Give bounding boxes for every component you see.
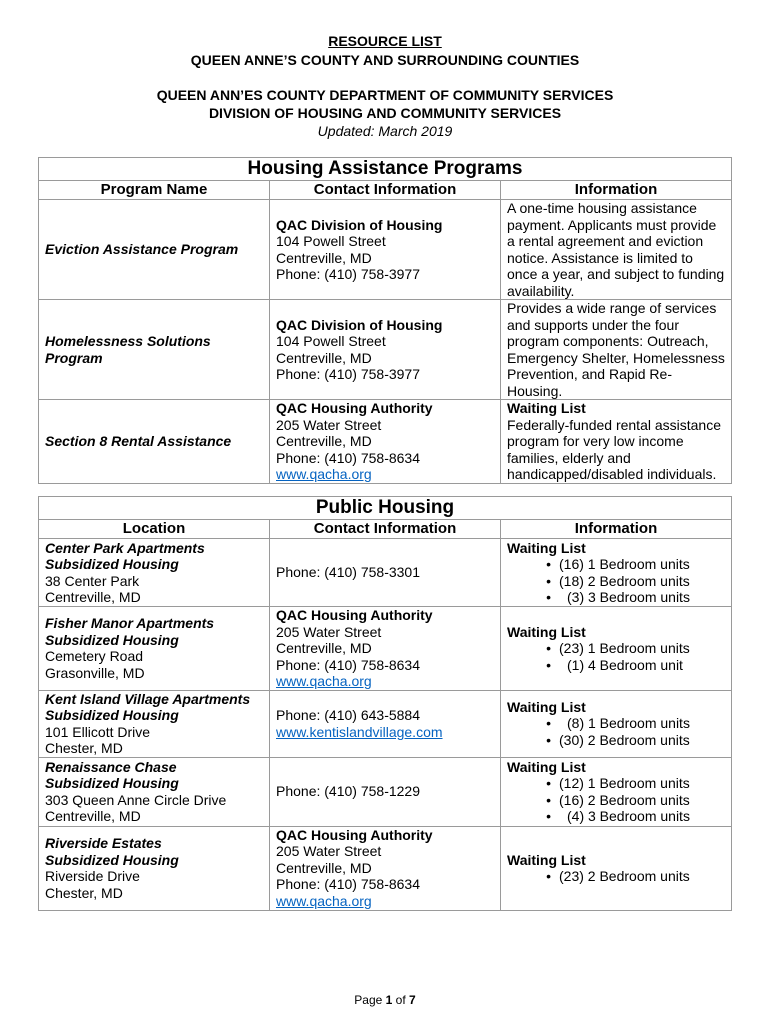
contact-cell [270,539,501,607]
info-cell [501,400,732,484]
table-row [39,607,732,691]
unit-list [507,640,725,673]
property-street: Riverside Drive [45,868,140,884]
table-row [39,539,732,607]
housing-assistance-table [38,157,732,484]
bullet-icon: • [546,775,551,791]
contact-city: Centreville, MD [276,433,372,449]
unit-item [507,573,725,590]
contact-cell [270,300,501,400]
property-name: Fisher Manor Apartments [45,615,215,632]
bullet-icon: • [546,572,551,589]
table-row [39,757,732,826]
property-type: Subsidized Housing [45,707,179,723]
unit-text: (16) 1 Bedroom units [559,556,690,572]
doc-subtitle: QUEEN ANNE’S COUNTY AND SURROUNDING COUNTIES [190,52,580,68]
contact-street: 205 Water Street [276,843,382,860]
table-row [39,400,732,484]
unit-text: (16) 2 Bedroom units [559,791,690,808]
contact-cell [270,757,501,826]
info-line: a rental agreement and eviction [507,233,704,249]
unit-item [507,792,725,809]
contact-phone: Phone: (410) 758-8634 [276,656,420,673]
col-information: Information [501,181,732,200]
bullet-icon: • [546,640,551,656]
unit-item [507,556,725,573]
bullet-icon: • [546,791,551,808]
unit-item [507,715,725,732]
waiting-list-label: Waiting List [507,698,586,715]
col-information: Information [501,520,732,539]
info-line: Provides a wide range of services [507,300,717,316]
contact-org: QAC Division of Housing [276,216,443,233]
property-name: Renaissance Chase [45,758,177,775]
table-row [39,300,732,400]
property-type: Subsidized Housing [45,556,179,572]
contact-cell [270,690,501,757]
bullet-icon: • [546,556,551,572]
col-contact-information: Contact Information [270,520,501,539]
info-line: Federally-funded rental assistance [507,416,722,433]
contact-phone: Phone: (410) 758-1229 [276,783,420,800]
info-line: notice. Assistance is limited to [507,249,693,266]
contact-cell [270,400,501,484]
program-name: Homelessness Solutions Program [39,300,270,400]
unit-item [507,657,725,674]
bullet-icon: • [546,868,551,884]
waiting-list-label: Waiting List [507,623,586,640]
website-link[interactable]: www.qacha.org [276,892,372,909]
location-cell [39,607,270,691]
info-line: Prevention, and Rapid Re- [507,366,672,382]
property-street: 303 Queen Anne Circle Drive [45,791,227,808]
page-word: Page [354,993,383,1007]
program-name: Section 8 Rental Assistance [39,400,270,484]
info-line: A one-time housing assistance [507,200,697,216]
property-name: Riverside Estates [45,835,162,851]
contact-phone: Phone: (410) 643-5884 [276,707,420,723]
contact-street: 205 Water Street [276,623,382,640]
public-housing-table [38,496,732,911]
unit-text: (8) 1 Bedroom units [567,715,690,732]
info-line: families, elderly and [507,449,631,466]
property-street: 101 Ellicott Drive [45,723,151,740]
unit-list [507,715,725,748]
info-cell [501,757,732,826]
info-line: Emergency Shelter, Homelessness [507,349,725,366]
location-cell [39,826,270,910]
contact-city: Centreville, MD [276,859,372,876]
info-cell [501,300,732,400]
contact-org: QAC Housing Authority [276,400,433,416]
property-city: Chester, MD [45,884,123,901]
bullet-icon: • [546,589,551,605]
contact-cell [270,200,501,300]
info-cell [501,826,732,910]
contact-city: Centreville, MD [276,640,372,656]
bullet-icon: • [546,808,551,824]
of-word: of [395,993,406,1007]
property-city: Centreville, MD [45,589,141,605]
unit-item [507,868,725,885]
waiting-list-label: Waiting List [507,758,586,775]
unit-text: (4) 3 Bedroom units [567,808,690,824]
page-number: 1 [385,993,393,1007]
unit-list [507,868,725,885]
info-line: and supports under the four [507,316,680,333]
location-cell [39,757,270,826]
division-name: DIVISION OF HOUSING AND COMMUNITY SERVICES [208,105,562,121]
program-name: Eviction Assistance Program [39,200,270,300]
website-link[interactable]: www.kentislandvillage.com [276,723,443,740]
property-city: Grasonville, MD [45,664,145,681]
contact-street: 104 Powell Street [276,333,386,349]
website-link[interactable]: www.qacha.org [276,673,372,689]
unit-item [507,775,725,792]
col-location: Location [39,520,270,539]
unit-text: (23) 1 Bedroom units [559,640,690,656]
property-city: Centreville, MD [45,808,141,824]
contact-org: QAC Division of Housing [276,316,443,333]
unit-item [507,589,725,606]
unit-list [507,775,725,825]
contact-street: 205 Water Street [276,416,382,433]
table-row [39,826,732,910]
property-name: Center Park Apartments [45,539,205,556]
waiting-list-label: Waiting List [507,400,586,416]
contact-phone: Phone: (410) 758-3977 [276,266,420,282]
department-name: QUEEN ANN’ES COUNTY DEPARTMENT OF COMMUNITY SERVICES [156,87,614,103]
info-line: handicapped/disabled individuals. [507,466,717,482]
info-cell [501,200,732,300]
unit-text: (18) 2 Bedroom units [559,572,690,589]
updated-date: Updated: March 2019 [317,123,453,139]
contact-cell [270,826,501,910]
property-street: Cemetery Road [45,648,144,665]
bullet-icon: • [546,715,551,732]
contact-city: Centreville, MD [276,349,372,366]
info-line: payment. Applicants must provide [507,216,717,233]
unit-text: (23) 2 Bedroom units [559,868,690,884]
property-name: Kent Island Village Apartments [45,690,251,707]
contact-phone: Phone: (410) 758-8634 [276,449,420,466]
unit-item [507,732,725,749]
contact-phone: Phone: (410) 758-3301 [276,564,420,581]
property-type: Subsidized Housing [45,851,179,868]
info-line: program for very low income [507,433,684,449]
info-line: once a year, and subject to funding [507,266,725,282]
table-row [39,690,732,757]
property-type: Subsidized Housing [45,631,179,648]
contact-cell [270,607,501,691]
contact-org: QAC Housing Authority [276,826,433,843]
location-cell [39,539,270,607]
housing-table-title: Housing Assistance Programs [39,158,732,181]
contact-phone: Phone: (410) 758-8634 [276,876,420,893]
doc-title: RESOURCE LIST [328,33,442,49]
col-program-name: Program Name [39,181,270,200]
unit-item [507,640,725,657]
contact-street: 104 Powell Street [276,233,386,249]
info-cell [501,539,732,607]
website-link[interactable]: www.qacha.org [276,466,372,482]
contact-org: QAC Housing Authority [276,607,433,623]
bullet-icon: • [546,656,551,673]
info-line: Housing. [507,382,563,399]
waiting-list-label: Waiting List [507,539,586,556]
unit-list [507,556,725,606]
unit-text: (30) 2 Bedroom units [559,731,690,748]
info-cell [501,607,732,691]
contact-phone: Phone: (410) 758-3977 [276,366,420,382]
public-table-title: Public Housing [39,497,732,520]
info-cell [501,690,732,757]
bullet-icon: • [546,731,551,748]
waiting-list-label: Waiting List [507,851,586,868]
page-total: 7 [409,993,416,1007]
location-cell [39,690,270,757]
property-street: 38 Center Park [45,572,140,589]
page-footer [0,993,770,1007]
unit-text: (3) 3 Bedroom units [567,589,690,605]
info-line: program components: Outreach, [507,333,709,349]
unit-text: (1) 4 Bedroom unit [567,656,683,673]
property-city: Chester, MD [45,740,123,756]
contact-city: Centreville, MD [276,249,372,266]
col-contact-information: Contact Information [270,181,501,200]
table-row [39,200,732,300]
property-type: Subsidized Housing [45,775,179,791]
unit-item [507,808,725,825]
unit-text: (12) 1 Bedroom units [559,775,690,791]
info-line: availability. [507,282,575,299]
